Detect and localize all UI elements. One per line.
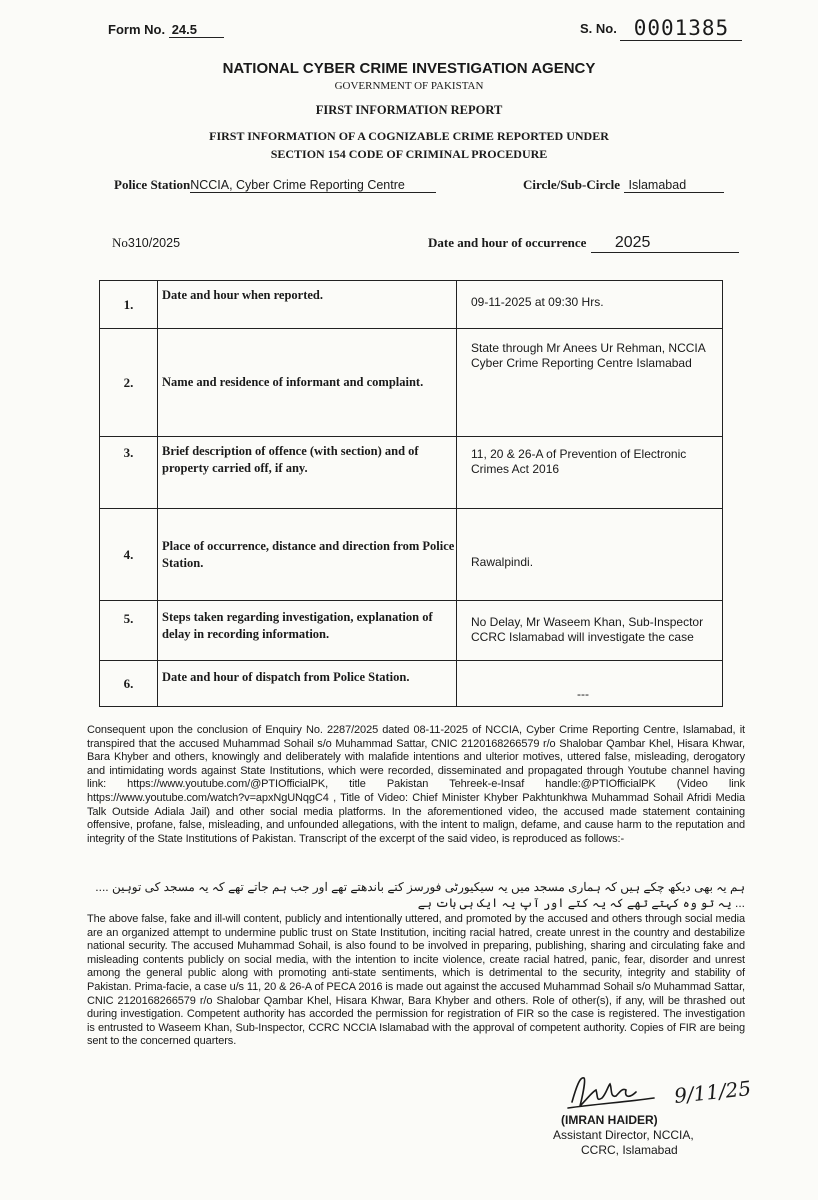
serial-number — [580, 16, 742, 41]
table-row — [100, 281, 723, 329]
signature-scribble — [566, 1068, 676, 1114]
fir-table — [99, 280, 723, 707]
occurrence-label: Date and hour of occurrence — [428, 235, 587, 250]
subtitle-line-2: SECTION 154 CODE OF CRIMINAL PROCEDURE — [270, 147, 548, 161]
row-number: 2. — [100, 329, 158, 437]
row-number: 3. — [100, 437, 158, 509]
narrative-paragraph-1: Consequent upon the conclusion of Enquiry No. 2287/2025 dated 08-11-2025 of NCCIA, Cyber Crime Reporting Centre, Islamabad, it transpired that the accused Muhammad Sohail s/o Muhammad Sattar, CNIC 2120168266579 r/o Shalobar Qambar Khel, Hisara Khwar, Bara Khyber and others, knowingly and deliberately with malafide intentions and ulterior motives, uttered false, misleading, derogatory and intimidating words against State Institutions, which were recorded, disseminated and propagated through Youtube channel having link: https://www.youtube.com/@PTIOfficialPK, title Pakistan Tehreek-e-Insaf handle:@PTIOfficialPK (Video link https://www.youtube.com/watch?v=apxNgUNqgC4 , Title of Video: Chief Minister Khyber Pakhtunkhwa Muhammad Sohail Afridi Media Talk Outside Adiala Jail) and other social media platforms. In the aforementioned video, the accused made statement containing offensive, profane, false, misleading, and unfounded allegations, with the intent to malign, defame, and cause harm to the reputation and integrity of the State Institutions of Pakistan. Transcript of the excerpt of the said video, is reproduced as follows:- — [87, 724, 745, 845]
row-description: Name and residence of informant and complaint. — [158, 329, 457, 437]
circle-value: Islamabad — [624, 178, 724, 193]
report-title: FIRST INFORMATION REPORT — [315, 103, 503, 117]
serial-label: S. No. — [580, 21, 617, 36]
form-label: Form No. — [108, 22, 166, 37]
urdu-transcript-line-2: ... یہ تو وہ کہتے تھے کہ یہ کتے اور آپ یہ ایک ہی بات ہے — [417, 896, 745, 910]
subtitle-line-1: FIRST INFORMATION OF A COGNIZABLE CRIME REPORTED UNDER — [209, 129, 609, 143]
row-description: Date and hour when reported. — [158, 281, 457, 329]
police-station-value: NCCIA, Cyber Crime Reporting Centre — [190, 178, 436, 193]
row-answer: 09-11-2025 at 09:30 Hrs. — [457, 281, 723, 329]
row-answer: Rawalpindi. — [457, 509, 723, 601]
row-description: Brief description of offence (with section) and of property carried off, if any. — [158, 437, 457, 509]
row-number: 1. — [100, 281, 158, 329]
police-station-label: Police Station — [114, 177, 191, 192]
case-number-label: No — [112, 235, 128, 250]
signature-block — [553, 1113, 694, 1158]
row-number: 4. — [100, 509, 158, 601]
row-description: Place of occurrence, distance and direction from Police Station. — [158, 509, 457, 601]
row-answer: No Delay, Mr Waseem Khan, Sub-Inspector CCRC Islamabad will investigate the case — [457, 601, 723, 661]
row-description: Steps taken regarding investigation, explanation of delay in recording information. — [158, 601, 457, 661]
table-row — [100, 437, 723, 509]
table-row — [100, 329, 723, 437]
narrative-paragraph-2: The above false, fake and ill-will content, publicly and intentionally uttered, and promoted by the accused and others through social media are an organized attempt to undermine public trust on State Institution, inciting racial hatred, create unrest in the country and destabilize national security. The accused Muhammad Sohail, is also found to be involved in preparing, publishing, sharing and circulating fake and misleading contents publicly on social media, with the intention to incite violence, create racial hatred, panic, fear, disorder and unrest among the general public along with promoting anti-state sentiments, which is detrimental to the security, integrity and stability of Pakistan. Prima-facie, a case u/s 11, 20 & 26-A of PECA 2016 is made out against the accused Muhammad Sohail s/o Muhammad Sattar, CNIC 2120168266579 r/o Shalobar Qambar Khel, Hisara Khwar, Bara Khyber and others. Role of other(s), if any, will be thrashed out during investigation. Competent authority has accorded the permission for registration of FIR so the case is registered. The investigation is entrusted to Waseem Khan, Sub-Inspector, CCRC NCCIA Islamabad with the approval of competent authority. Copies of FIR are being sent to the concerned quarters. — [87, 913, 745, 1048]
police-station-line — [114, 176, 436, 194]
row-description: Date and hour of dispatch from Police Station. — [158, 661, 457, 707]
row-answer: 11, 20 & 26-A of Prevention of Electronic Crimes Act 2016 — [457, 437, 723, 509]
row-answer: --- — [457, 661, 723, 707]
table-row — [100, 601, 723, 661]
occurrence-value: 2025 — [591, 234, 739, 253]
row-answer: State through Mr Anees Ur Rehman, NCCIA Cyber Crime Reporting Centre Islamabad — [457, 329, 723, 437]
signatory-designation: Assistant Director, NCCIA, — [553, 1128, 694, 1142]
case-number-value: 310/2025 — [127, 236, 181, 250]
row-number: 5. — [100, 601, 158, 661]
table-row — [100, 661, 723, 707]
signatory-office: CCRC, Islamabad — [581, 1143, 678, 1157]
serial-number-value: 0001385 — [620, 16, 742, 41]
circle-line — [523, 176, 724, 194]
agency-name: NATIONAL CYBER CRIME INVESTIGATION AGENCY — [222, 60, 596, 77]
report-subtitle — [0, 127, 818, 163]
circle-label: Circle/Sub-Circle — [523, 177, 621, 192]
case-number-line — [112, 234, 180, 252]
form-number — [108, 22, 224, 38]
table-row — [100, 509, 723, 601]
row-number: 6. — [100, 661, 158, 707]
government-name: GOVERNMENT OF PAKISTAN — [334, 80, 484, 92]
signatory-name: (IMRAN HAIDER) — [561, 1113, 658, 1127]
form-number-value: 24.5 — [169, 22, 224, 38]
urdu-transcript-line-1: ہم یہ بھی دیکھ چکے ہیں کہ ہماری مسجد میں یہ سیکیورٹی فورسز کتے باندھتے تھے اور جب ہم جاتے تھے کہ یہ مسجد کی توہین .... — [95, 880, 745, 894]
handwritten-date: 9/11/25 — [672, 1076, 753, 1108]
occurrence-line — [428, 234, 739, 253]
